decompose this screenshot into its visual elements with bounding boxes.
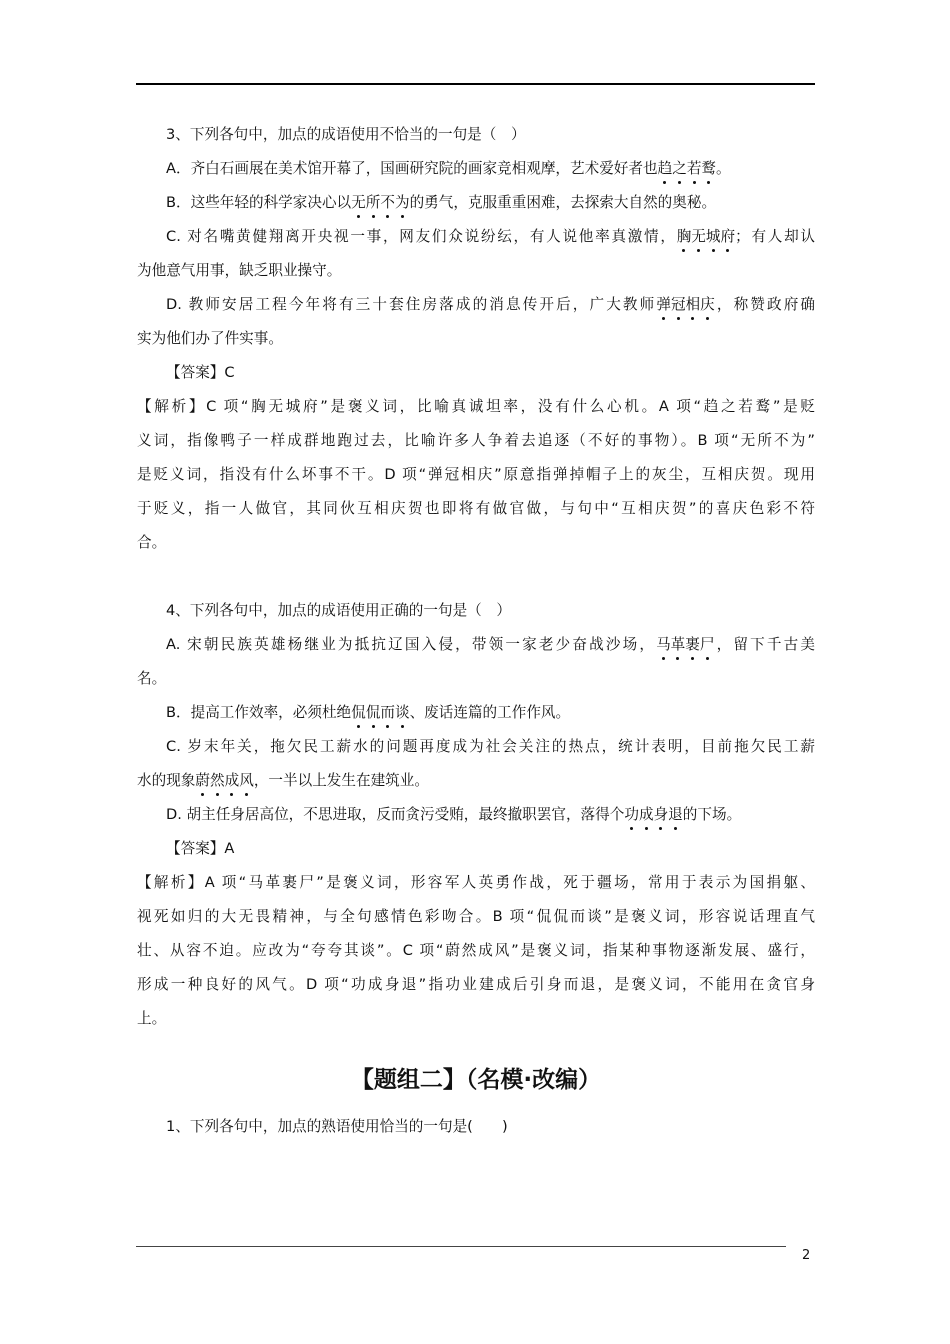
q3-analysis-line: 是贬义词，指没有什么坏事不干。D 项“弹冠相庆”原意指弹掉帽子上的灰尘，互相庆贺。现用 (137, 466, 815, 483)
q4-analysis-line: 上。 (137, 1010, 167, 1027)
q3-option-b: B．这些年轻的科学家决心以无所不为的勇气，克服重重困难，去探索大自然的奥秘。 (137, 186, 815, 220)
page-number: 2 (802, 1248, 811, 1263)
q4-answer: 【答案】A (166, 840, 235, 857)
q4-option-d: D. 胡主任身居高位，不思进取，反而贪污受贿，最终撤职罢官，落得个功成身退的下场。 (137, 798, 815, 832)
q3-option-c: C. 对名嘴黄健翔离开央视一事，网友们众说纷纭，有人说他率真激情，胸无城府；有人却认 (137, 220, 815, 254)
q4-analysis-line: 视死如归的大无畏精神，与全句感情色彩吻合。B 项“侃侃而谈”是褒义词，形容说话理直气 (137, 908, 815, 925)
q3-analysis-line: 【解析】C 项“胸无城府”是褒义词，比喻真诚坦率，没有什么心机。A 项“趋之若鹜”是贬 (137, 398, 815, 415)
q4-option-b: B．提高工作效率，必须杜绝侃侃而谈、废话连篇的工作作风。 (137, 696, 815, 730)
q3-stem: 3、下列各句中，加点的成语使用不恰当的一句是（ ） (166, 126, 526, 143)
q4-stem: 4、下列各句中，加点的成语使用正确的一句是（ ） (166, 602, 511, 619)
header-rule (136, 83, 815, 85)
q4-analysis-line: 形成一种良好的风气。D 项“功成身退”指功业建成后引身而退，是褒义词，不能用在贪官身 (137, 976, 815, 993)
footer-rule (136, 1246, 786, 1247)
q4-analysis-line: 壮、从容不迫。应改为“夸夸其谈”。C 项“蔚然成风”是褒义词，指某种事物逐渐发展、盛行， (137, 942, 815, 959)
section-heading: 【题组二】（名模·改编） (350, 1067, 602, 1093)
q4-option-c: C. 岁末年关，拖欠民工薪水的问题再度成为社会关注的热点，统计表明，目前拖欠民工薪 (166, 738, 815, 755)
q3-analysis-line: 合。 (137, 534, 167, 551)
q4-analysis-line: 【解析】A 项“马革裹尸”是褒义词，形容军人英勇作战，死于疆场，常用于表示为国捐躯、 (137, 874, 815, 891)
q4-option-a-cont: 名。 (137, 670, 167, 687)
q3-option-c-cont: 为他意气用事，缺乏职业操守。 (137, 262, 342, 279)
q3-option-d-cont: 实为他们办了件实事。 (137, 330, 283, 347)
q4-option-c-cont: 水的现象蔚然成风，一半以上发生在建筑业。 (137, 764, 815, 798)
page-content (137, 118, 815, 1144)
group2-q1-stem: 1、下列各句中，加点的熟语使用恰当的一句是( ) (166, 1118, 508, 1135)
q3-option-a: A．齐白石画展在美术馆开幕了，国画研究院的画家竞相观摩，艺术爱好者也趋之若鹜。 (137, 152, 815, 186)
q3-analysis-line: 于贬义，指一人做官，其同伙互相庆贺也即将有做官做，与句中“互相庆贺”的喜庆色彩不符 (137, 500, 815, 517)
q3-analysis-line: 义词，指像鸭子一样成群地跑过去，比喻许多人争着去追逐（不好的事物）。B 项“无所不为” (137, 432, 815, 449)
q3-answer: 【答案】C (166, 364, 235, 381)
q3-option-d: D. 教师安居工程今年将有三十套住房落成的消息传开后，广大教师弹冠相庆，称赞政府确 (137, 288, 815, 322)
q4-option-a: A. 宋朝民族英雄杨继业为抵抗辽国入侵，带领一家老少奋战沙场，马革裹尸，留下千古美 (137, 628, 815, 662)
